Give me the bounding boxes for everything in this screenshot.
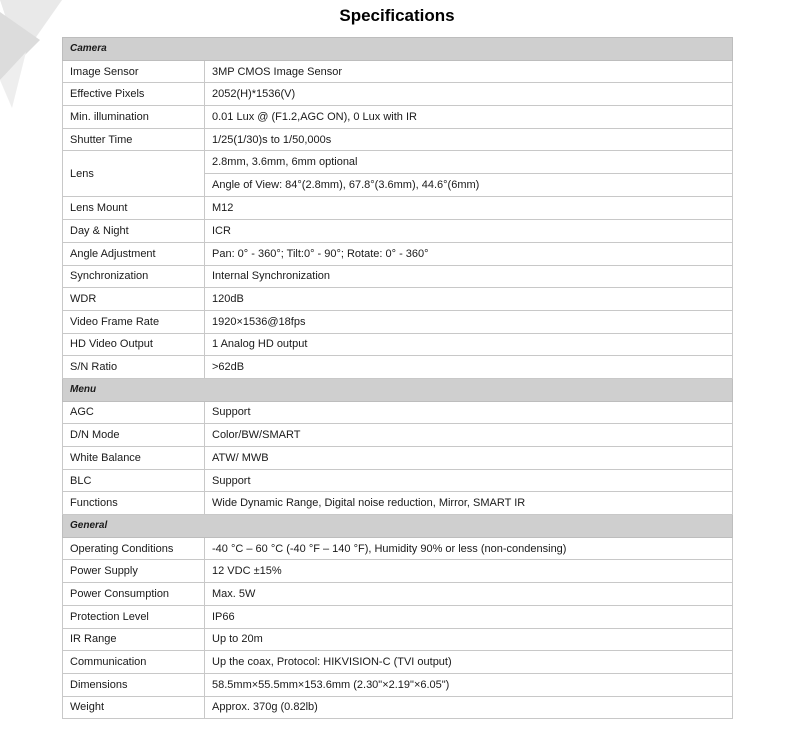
table-row bbox=[63, 242, 733, 265]
spec-label: Synchronization bbox=[63, 265, 205, 288]
spec-value: >62dB bbox=[205, 356, 733, 379]
spec-value: 3MP CMOS Image Sensor bbox=[205, 60, 733, 83]
spec-label: S/N Ratio bbox=[63, 356, 205, 379]
spec-table bbox=[62, 37, 733, 719]
spec-value: 2052(H)*1536(V) bbox=[205, 83, 733, 106]
spec-value: IP66 bbox=[205, 605, 733, 628]
table-row bbox=[63, 333, 733, 356]
table-row bbox=[63, 605, 733, 628]
spec-value: Up to 20m bbox=[205, 628, 733, 651]
table-row bbox=[63, 151, 733, 174]
table-row bbox=[63, 265, 733, 288]
spec-label: Image Sensor bbox=[63, 60, 205, 83]
spec-label: Lens Mount bbox=[63, 197, 205, 220]
spec-value: 0.01 Lux @ (F1.2,AGC ON), 0 Lux with IR bbox=[205, 106, 733, 129]
page-title: Specifications bbox=[339, 6, 455, 25]
spec-value: ICR bbox=[205, 220, 733, 243]
table-row bbox=[63, 197, 733, 220]
spec-label: Protection Level bbox=[63, 605, 205, 628]
table-row bbox=[63, 401, 733, 424]
spec-label: Shutter Time bbox=[63, 128, 205, 151]
spec-value: 1/25(1/30)s to 1/50,000s bbox=[205, 128, 733, 151]
spec-value: Pan: 0° - 360°; Tilt:0° - 90°; Rotate: 0° - 360° bbox=[205, 242, 733, 265]
section-header-camera: Camera bbox=[63, 38, 733, 61]
spec-label: Min. illumination bbox=[63, 106, 205, 129]
spec-label: Video Frame Rate bbox=[63, 310, 205, 333]
table-row bbox=[63, 560, 733, 583]
spec-value: Support bbox=[205, 401, 733, 424]
table-row bbox=[63, 356, 733, 379]
spec-value: Support bbox=[205, 469, 733, 492]
table-row bbox=[63, 651, 733, 674]
table-row bbox=[63, 537, 733, 560]
table-row bbox=[63, 106, 733, 129]
spec-value: ATW/ MWB bbox=[205, 447, 733, 470]
table-row bbox=[63, 220, 733, 243]
spec-label: Lens bbox=[63, 151, 205, 197]
spec-label: Effective Pixels bbox=[63, 83, 205, 106]
spec-value: Approx. 370g (0.82lb) bbox=[205, 696, 733, 719]
table-row bbox=[63, 424, 733, 447]
spec-value: Angle of View: 84°(2.8mm), 67.8°(3.6mm), 44.6°(6mm) bbox=[205, 174, 733, 197]
table-row bbox=[63, 673, 733, 696]
spec-label: IR Range bbox=[63, 628, 205, 651]
spec-label: Power Supply bbox=[63, 560, 205, 583]
spec-label: Angle Adjustment bbox=[63, 242, 205, 265]
spec-value: 58.5mm×55.5mm×153.6mm (2.30"×2.19"×6.05") bbox=[205, 673, 733, 696]
section-header-menu: Menu bbox=[63, 378, 733, 401]
table-row bbox=[63, 128, 733, 151]
spec-value: Color/BW/SMART bbox=[205, 424, 733, 447]
spec-label: AGC bbox=[63, 401, 205, 424]
spec-value: -40 °C – 60 °C (-40 °F – 140 °F), Humidity 90% or less (non-condensing) bbox=[205, 537, 733, 560]
spec-value: 120dB bbox=[205, 288, 733, 311]
spec-label: Power Consumption bbox=[63, 583, 205, 606]
spec-label: Functions bbox=[63, 492, 205, 515]
spec-value: 2.8mm, 3.6mm, 6mm optional bbox=[205, 151, 733, 174]
spec-label: BLC bbox=[63, 469, 205, 492]
spec-label: White Balance bbox=[63, 447, 205, 470]
table-row bbox=[63, 60, 733, 83]
spec-value: Max. 5W bbox=[205, 583, 733, 606]
table-row bbox=[63, 469, 733, 492]
spec-value: Wide Dynamic Range, Digital noise reduction, Mirror, SMART IR bbox=[205, 492, 733, 515]
spec-value: 1920×1536@18fps bbox=[205, 310, 733, 333]
spec-value: 12 VDC ±15% bbox=[205, 560, 733, 583]
table-row bbox=[63, 628, 733, 651]
table-row bbox=[63, 310, 733, 333]
spec-value: 1 Analog HD output bbox=[205, 333, 733, 356]
spec-value: Up the coax, Protocol: HIKVISION-C (TVI output) bbox=[205, 651, 733, 674]
spec-label: D/N Mode bbox=[63, 424, 205, 447]
table-row bbox=[63, 288, 733, 311]
section-header-general: General bbox=[63, 515, 733, 538]
spec-label: Dimensions bbox=[63, 673, 205, 696]
table-row bbox=[63, 83, 733, 106]
spec-value: Internal Synchronization bbox=[205, 265, 733, 288]
spec-label: Operating Conditions bbox=[63, 537, 205, 560]
spec-value: M12 bbox=[205, 197, 733, 220]
spec-label: Day & Night bbox=[63, 220, 205, 243]
table-row bbox=[63, 492, 733, 515]
table-row bbox=[63, 447, 733, 470]
spec-label: HD Video Output bbox=[63, 333, 205, 356]
table-row bbox=[63, 583, 733, 606]
spec-label: Weight bbox=[63, 696, 205, 719]
spec-label: Communication bbox=[63, 651, 205, 674]
spec-label: WDR bbox=[63, 288, 205, 311]
table-row bbox=[63, 696, 733, 719]
